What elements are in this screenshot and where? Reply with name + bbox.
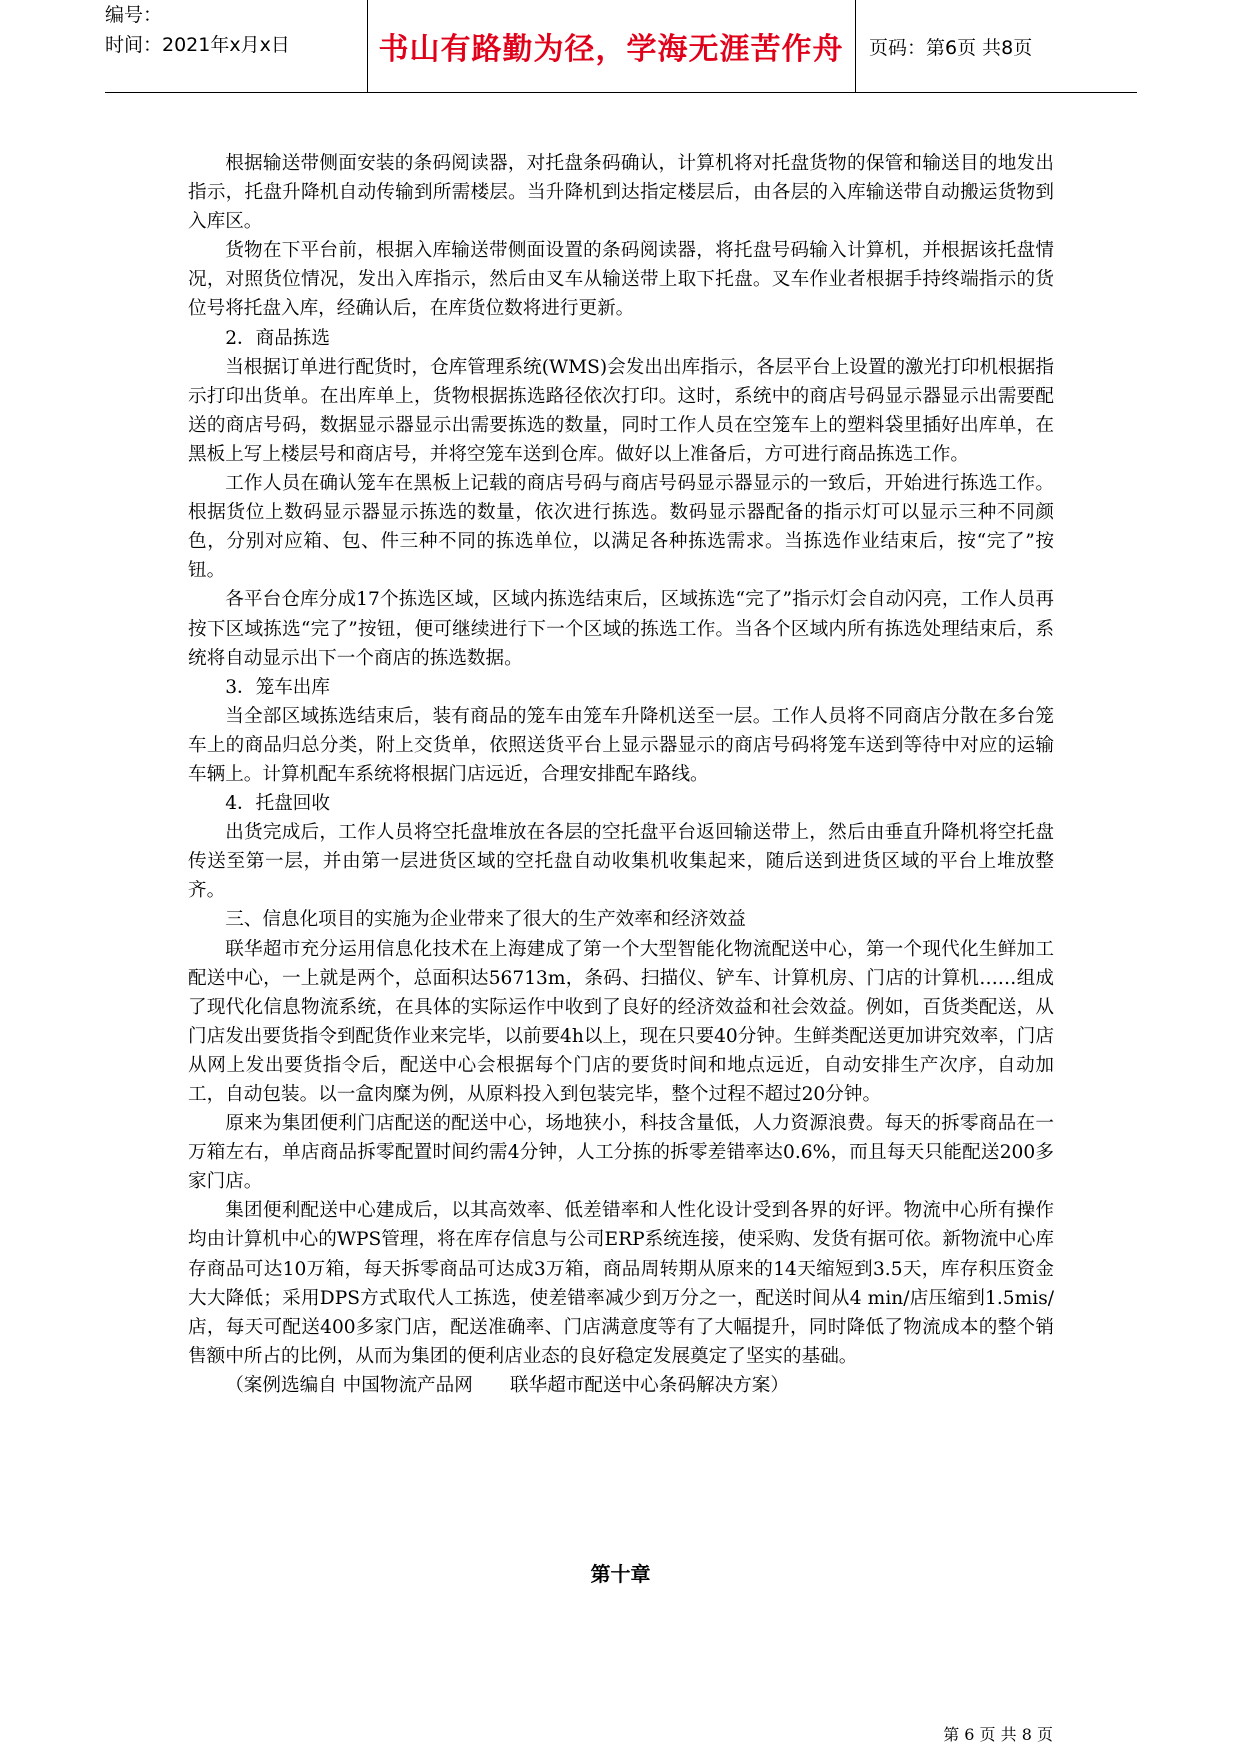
page-header [105,0,1137,93]
document-time: 时间：2021年x月x日 [105,34,290,56]
paragraph: 集团便利配送中心建成后，以其高效率、低差错率和人性化设计受到各界的好评。物流中心所有操作均由计算机中心的WPS管理，将在库存信息与公司ERP系统连接，使采购、发货有据可依。新物流中心库存商品可达10万箱，每天拆零商品可达成3万箱，商品周转期从原来的14天缩短到3.5天，库存积压资金大大降低；采用DPS方式取代人工拣选，使差错率减少到万分之一，配送时间从4 min/店压缩到1.5mis/店，每天可配送400多家门店，配送准确率、门店满意度等有了大幅提升，同时降低了物流成本的整个销售额中所占的比例，从而为集团的便利店业态的良好稳定发展奠定了坚实的基础。 [188,1200,1054,1367]
header-motto-cell [367,0,856,92]
paragraph: 出货完成后，工作人员将空托盘堆放在各层的空托盘平台返回输送带上，然后由垂直升降机将空托盘传送至第一层，并由第一层进货区域的空托盘自动收集机收集起来，随后送到进货区域的平台上堆放整齐。 [188,822,1054,902]
paragraph: 当全部区域拣选结束后，装有商品的笼车由笼车升降机送至一层。工作人员将不同商店分散在多台笼车上的商品归总分类，附上交货单，依照送货平台上显示器显示的商店号码将笼车送到等待中对应的运输车辆上。计算机配车系统将根据门店远近，合理安排配车路线。 [188,705,1054,785]
paragraph: 工作人员在确认笼车在黑板上记载的商店号码与商店号码显示器显示的一致后，开始进行拣选工作。根据货位上数码显示器显示拣选的数量，依次进行拣选。数码显示器配备的指示灯可以显示三种不同颜色，分别对应箱、包、件三种不同的拣选单位，以满足各种拣选需求。当拣选作业结束后，按“完了”按钮。 [188,473,1054,582]
paragraph: 联华超市充分运用信息化技术在上海建成了第一个大型智能化物流配送中心，第一个现代化生鲜加工配送中心，一上就是两个，总面积达56713m，条码、扫描仪、铲车、计算机房、门店的计算机……组成了现代化信息物流系统，在具体的实际运作中收到了良好的经济效益和社会效益。例如，百货类配送，从门店发出要货指令到配货作业来完毕，以前要4h以上，现在只要40分钟。生鲜类配送更加讲究效率，门店从网上发出要货指令后，配送中心会根据每个门店的要货时间和地点远近，自动安排生产次序，自动加工，自动包装。以一盒肉糜为例，从原料投入到包装完毕，整个过程不超过20分钟。 [188,938,1054,1105]
section-heading: 4．托盘回收 [225,793,330,815]
paragraph: 根据输送带侧面安装的条码阅读器，对托盘条码确认，计算机将对托盘货物的保管和输送目的地发出指示，托盘升降机自动传输到所需楼层。当升降机到达指定楼层后，由各层的入库输送带自动搬运货物到入库区。 [188,153,1054,233]
header-page-code: 页码：第6页 共8页 [869,36,1033,59]
paragraph: 原来为集团便利门店配送的配送中心，场地狭小，科技含量低，人力资源浪费。每天的拆零商品在一万箱左右，单店商品拆零配置时间约需4分钟，人工分拣的拆零差错率达0.6%，而且每天只能配送200多家门店。 [188,1113,1054,1193]
chapter-title: 第十章 [590,1562,651,1586]
header-meta [105,0,368,92]
section-heading: 三、信息化项目的实施为企业带来了很大的生产效率和经济效益 [225,909,746,931]
section-heading: 2．商品拣选 [225,327,330,349]
header-motto: 书山有路勤为径，学海无涯苦作舟 [378,32,844,67]
paragraph: 货物在下平台前，根据入库输送带侧面设置的条码阅读器，将托盘号码输入计算机，并根据该托盘情况，对照货位情况，发出入库指示，然后由叉车从输送带上取下托盘。叉车作业者根据手持终端指示的货位号将托盘入库，经确认后，在库货位数将进行更新。 [188,240,1054,320]
section-heading: 3．笼车出库 [225,676,330,698]
document-number-label: 编号： [105,4,163,26]
page-footer: 第 6 页 共 8 页 [943,1725,1053,1744]
paragraph: 各平台仓库分成17个拣选区域，区域内拣选结束后，区域拣选“完了”指示灯会自动闪亮，工作人员再按下区域拣选“完了”按钮，便可继续进行下一个区域的拣选工作。当各个区域内所有拣选处理结束后，系统将自动显示出下一个商店的拣选数据。 [188,589,1054,669]
document-body [188,149,1054,1400]
paragraph: 当根据订单进行配货时，仓库管理系统(WMS)会发出出库指示，各层平台上设置的激光打印机根据指示打印出货单。在出库单上，货物根据拣选路径依次打印。这时，系统中的商店号码显示器显示出需要配送的商店号码，数据显示器显示出需要拣选的数量，同时工作人员在空笼车上的塑料袋里插好出库单，在黑板上写上楼层号和商店号，并将空笼车送到仓库。做好以上准备后，方可进行商品拣选工作。 [188,356,1054,465]
source-citation: （案例选编自 中国物流产品网 联华超市配送中心条码解决方案） [225,1374,789,1396]
